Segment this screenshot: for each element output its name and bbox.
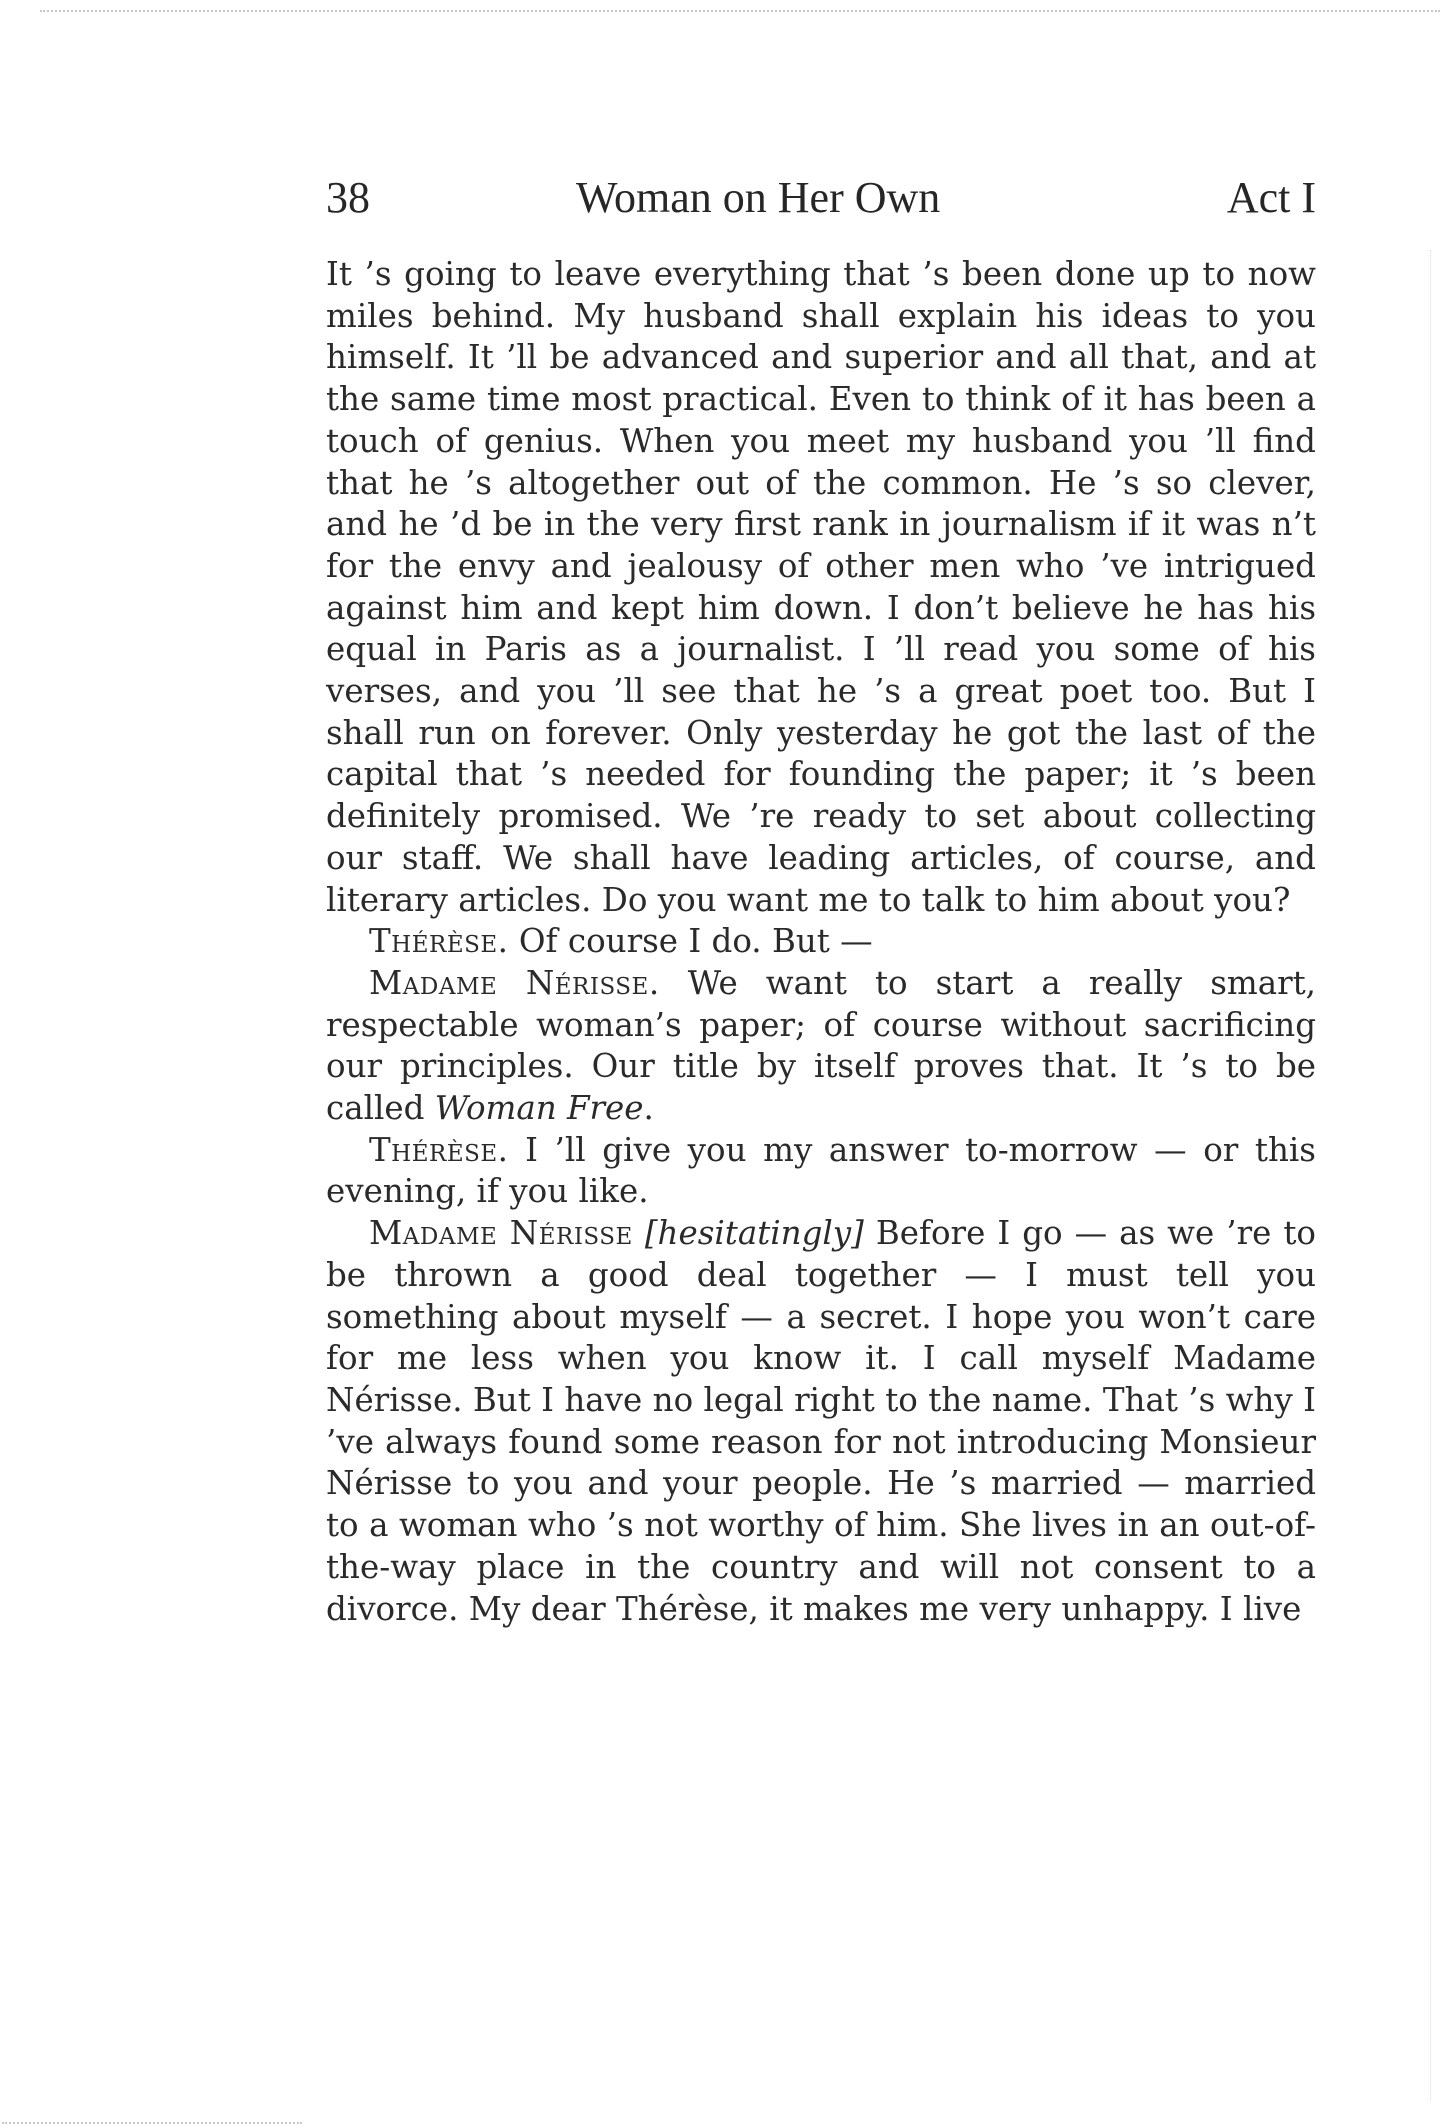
dialogue-text: Before I go — as we ’re to be thrown a good deal together — I must tell you something about myself — a secret. I hope you won’t care for me less when you know it. I call myself Madame Nérisse. But I have no legal right to the name. That ’s why I ’ve always found some reason for not introducing Monsieur Nérisse to you and your people. He ’s married — married to a woman who ’s not worthy of him. She lives in an out-of-the-way place in the country and will not consent to a divorce. My dear Thérèse, it makes me very unhappy. I live	[326, 1214, 1316, 1628]
dialogue-text: We want to start a really smart, respectable woman’s paper; of course without sacrificing our principles. Our title by itself proves that. It ’s to be called	[326, 963, 1316, 1128]
dialogue-text: Of course I do. But —	[518, 922, 873, 961]
dialogue-therese-1	[326, 921, 1316, 963]
scan-edge-right	[1430, 250, 1431, 2100]
speaker-name: Madame Nérisse	[369, 1214, 633, 1253]
running-header	[326, 168, 1316, 228]
running-title: Woman on Her Own	[576, 173, 941, 222]
paragraph-continuation	[326, 254, 1316, 921]
scan-edge-top	[40, 10, 1440, 12]
page-body	[326, 254, 1316, 1630]
stage-direction: [hesitatingly]	[644, 1214, 864, 1253]
dialogue-text-end: .	[643, 1089, 654, 1128]
dialogue-therese-2	[326, 1130, 1316, 1213]
speaker-name: Thérèse.	[369, 1130, 509, 1169]
speaker-name: Thérèse.	[369, 922, 509, 961]
dialogue-text: I ’ll give you my answer to-morrow — or this evening, if you like.	[326, 1130, 1316, 1211]
paper-title: Woman Free	[434, 1089, 644, 1128]
scan-edge-bottom	[2, 2122, 302, 2124]
page-number: 38	[326, 173, 370, 222]
dialogue-madame-nerisse-1	[326, 963, 1316, 1130]
speaker-name: Madame Nérisse.	[369, 963, 660, 1002]
dialogue-madame-nerisse-2	[326, 1213, 1316, 1630]
paragraph-text: It ’s going to leave everything that ’s been done up to now miles behind. My husband shall explain his ideas to you himself. It ’ll be advanced and superior and all that, and at the same time most practical. Even to think of it has been a touch of genius. When you meet my husband you ’ll find that he ’s altogether out of the common. He ’s so clever, and he ’d be in the very first rank in journalism if it was n’t for the envy and jealousy of other men who ’ve intrigued against him and kept him down. I don’t believe he has his equal in Paris as a journalist. I ’ll read you some of his verses, and you ’ll see that he ’s a great poet too. But I shall run on forever. Only yesterday he got the last of the capital that ’s needed for founding the paper; it ’s been definitely promised. We ’re ready to set about collecting our staff. We shall have leading articles, of course, and literary articles. Do you want me to talk to him about you?	[326, 255, 1316, 919]
book-page	[326, 168, 1316, 1630]
act-label: Act I	[1226, 173, 1316, 222]
